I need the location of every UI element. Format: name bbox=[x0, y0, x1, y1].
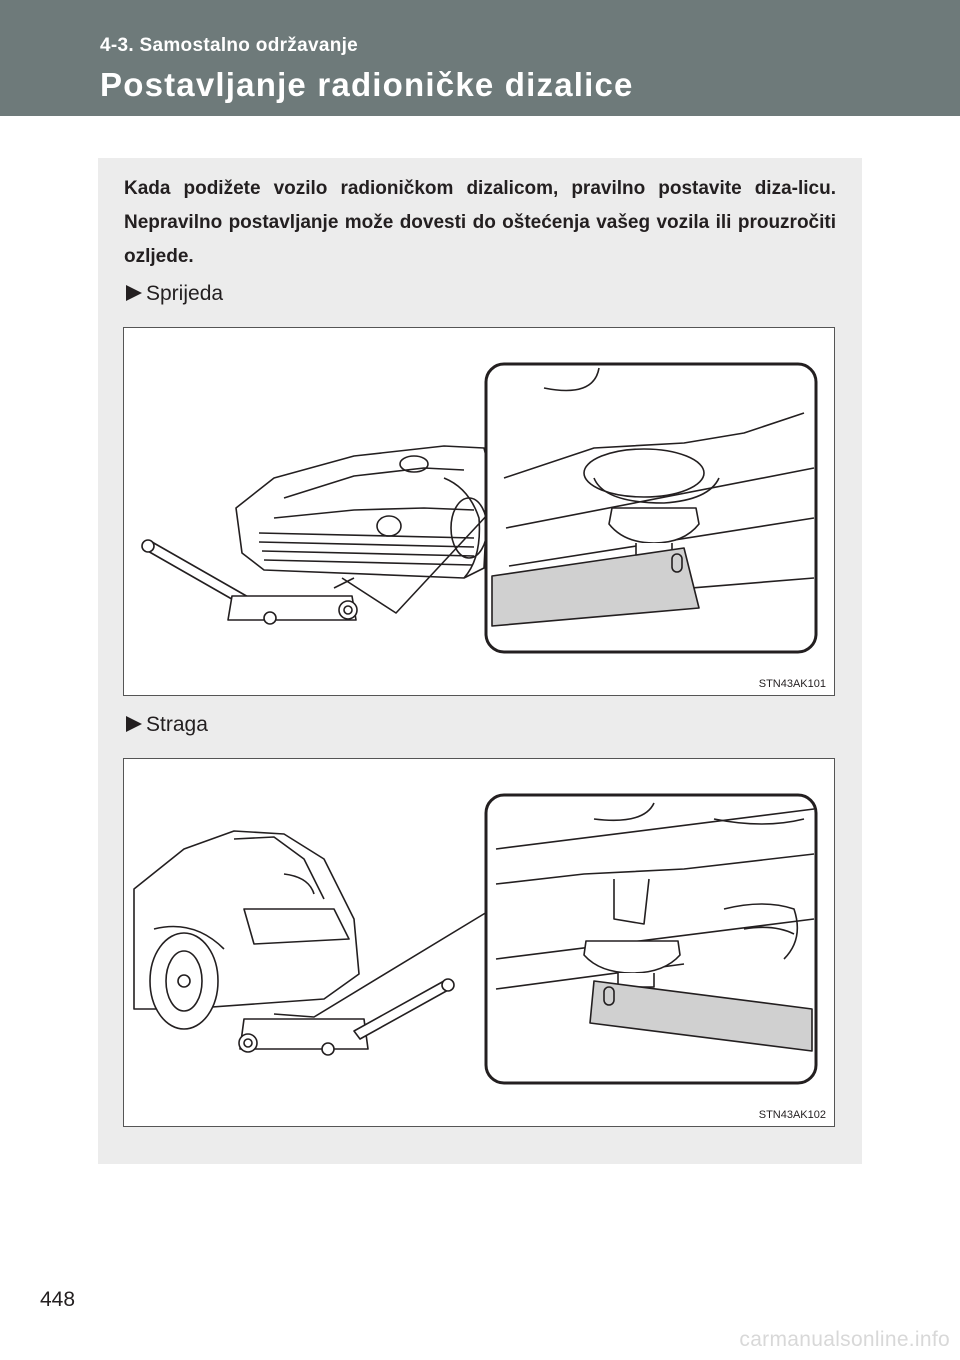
caption-rear-label: Straga bbox=[146, 713, 208, 736]
figure-rear-code: STN43AK102 bbox=[758, 1109, 826, 1121]
figure-front-jack bbox=[123, 327, 835, 696]
page-number: 448 bbox=[40, 1288, 76, 1311]
intro-paragraph: Kada podižete vozilo radioničkom dizalicom, pravilno postavite diza-licu. Nepravilno postavljanje može dovesti do oštećenja vašeg vozila ili prouzročiti ozljede. bbox=[124, 178, 836, 267]
caption-rear bbox=[126, 713, 208, 737]
chapter-header bbox=[0, 0, 960, 116]
arrow-right-icon bbox=[126, 285, 142, 301]
watermark: carmanualsonline.info bbox=[739, 1328, 950, 1351]
figure-rear-jack bbox=[123, 758, 835, 1127]
caption-front bbox=[126, 282, 223, 306]
subsection-title: 4-3. Samostalno održavanje bbox=[100, 35, 359, 56]
page-title: Postavljanje radioničke dizalice bbox=[100, 66, 634, 103]
arrow-right-icon bbox=[126, 716, 142, 732]
front-jack-illustration bbox=[124, 328, 836, 697]
figure-front-code: STN43AK101 bbox=[758, 678, 826, 690]
rear-jack-illustration bbox=[124, 759, 836, 1128]
caption-front-label: Sprijeda bbox=[146, 282, 224, 305]
